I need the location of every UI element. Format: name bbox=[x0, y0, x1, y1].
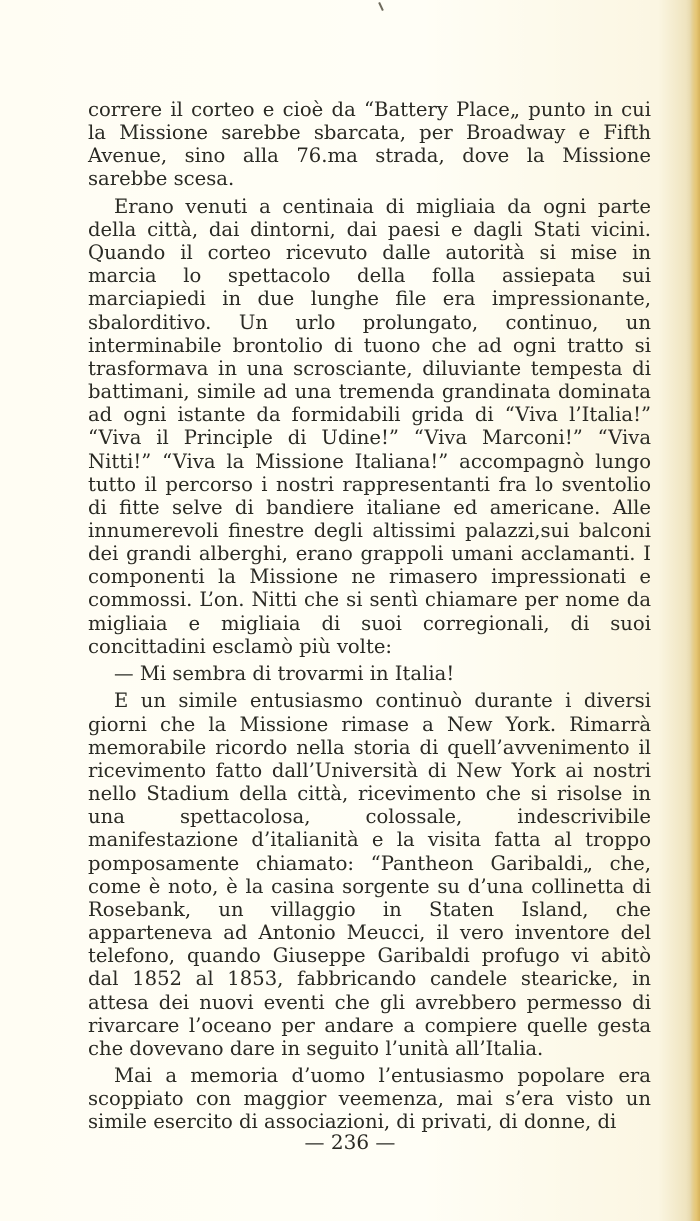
paragraph-enthusiasm: Mai a memoria d’uomo l’entusiasmo popolare era scoppiato con maggior veemenza, mai s’era visto un simile esercito di associazioni, di privati, di donne, di bbox=[88, 1064, 651, 1134]
paragraph-new-york: E un simile entusiasmo continuò durante i diversi giorni che la Missione rimase a New York. Rimarrà memorabile ricordo nella storia di quell’avvenimento il ricevimento fatto dall’Università di New York ai nostri nello Stadium della città, ricevimento che si risolse in una spettacolosa, colossale, indescrivibile manifestazione d’italianità e la visita fatta al troppo pomposamente chiamato: “Pantheon Garibaldi„ che, come è noto, è la casina sorgente su d’una collinetta di Rosebank, un villaggio in Staten Island, che apparteneva ad Antonio Meucci, il vero inventore del telefono, quando Giuseppe Garibaldi profugo vi abitò dal 1852 al 1853, fabbricando candele stearicke, in attesa dei nuovi eventi che gli avrebbero permesso di rivarcare l’oceano per andare a compiere quelle gesta che dovevano dare in seguito l’unità all’Italia. bbox=[88, 689, 651, 1060]
scan-mark bbox=[378, 2, 384, 11]
page-body bbox=[88, 98, 651, 1134]
page-number: — 236 — bbox=[304, 1130, 396, 1154]
paragraph-quote: — Mi sembra di trovarmi in Italia! bbox=[114, 662, 455, 686]
paragraph-procession: Erano venuti a centinaia di migliaia da ogni parte della città, dai dintorni, dai paesi e dagli Stati vicini. Quando il corteo ricevuto dalle autorità si mise in marcia lo spettacolo della folla assiepata sui marciapiedi in due lunghe file era impressionante, sbalorditivo. Un urlo prolungato, continuo, un interminabile brontolio di tuono che ad ogni tratto si trasformava in una scrosciante, diluviante tempesta di battimani, simile ad una tremenda grandinata dominata ad ogni istante da formidabili grida di “Viva l’Italia!” “Viva il Principle di Udine!” “Viva Marconi!” “Viva Nitti!” “Viva la Missione Italiana!” accompagnò lungo tutto il percorso i nostri rappresentanti fra lo sventolio di fitte selve di bandiere italiane ed americane. Alle innumerevoli finestre degli altissimi palazzi,sui balconi dei grandi alberghi, erano grappoli umani acclamanti. I componenti la Missione ne rimasero impressionati e commossi. L’on. Nitti che si sentì chiamare per nome da migliaia e migliaia di suoi corregionali, di suoi concittadini esclamò più volte: bbox=[88, 194, 651, 658]
paragraph-continuation: correre il corteo e cioè da “Battery Place„ punto in cui la Missione sarebbe sbarcata, per Broadway e Fifth Avenue, sino alla 76.ma strada, dove la Missione sarebbe scesa. bbox=[88, 98, 651, 191]
page-edge-shadow bbox=[690, 0, 700, 1221]
